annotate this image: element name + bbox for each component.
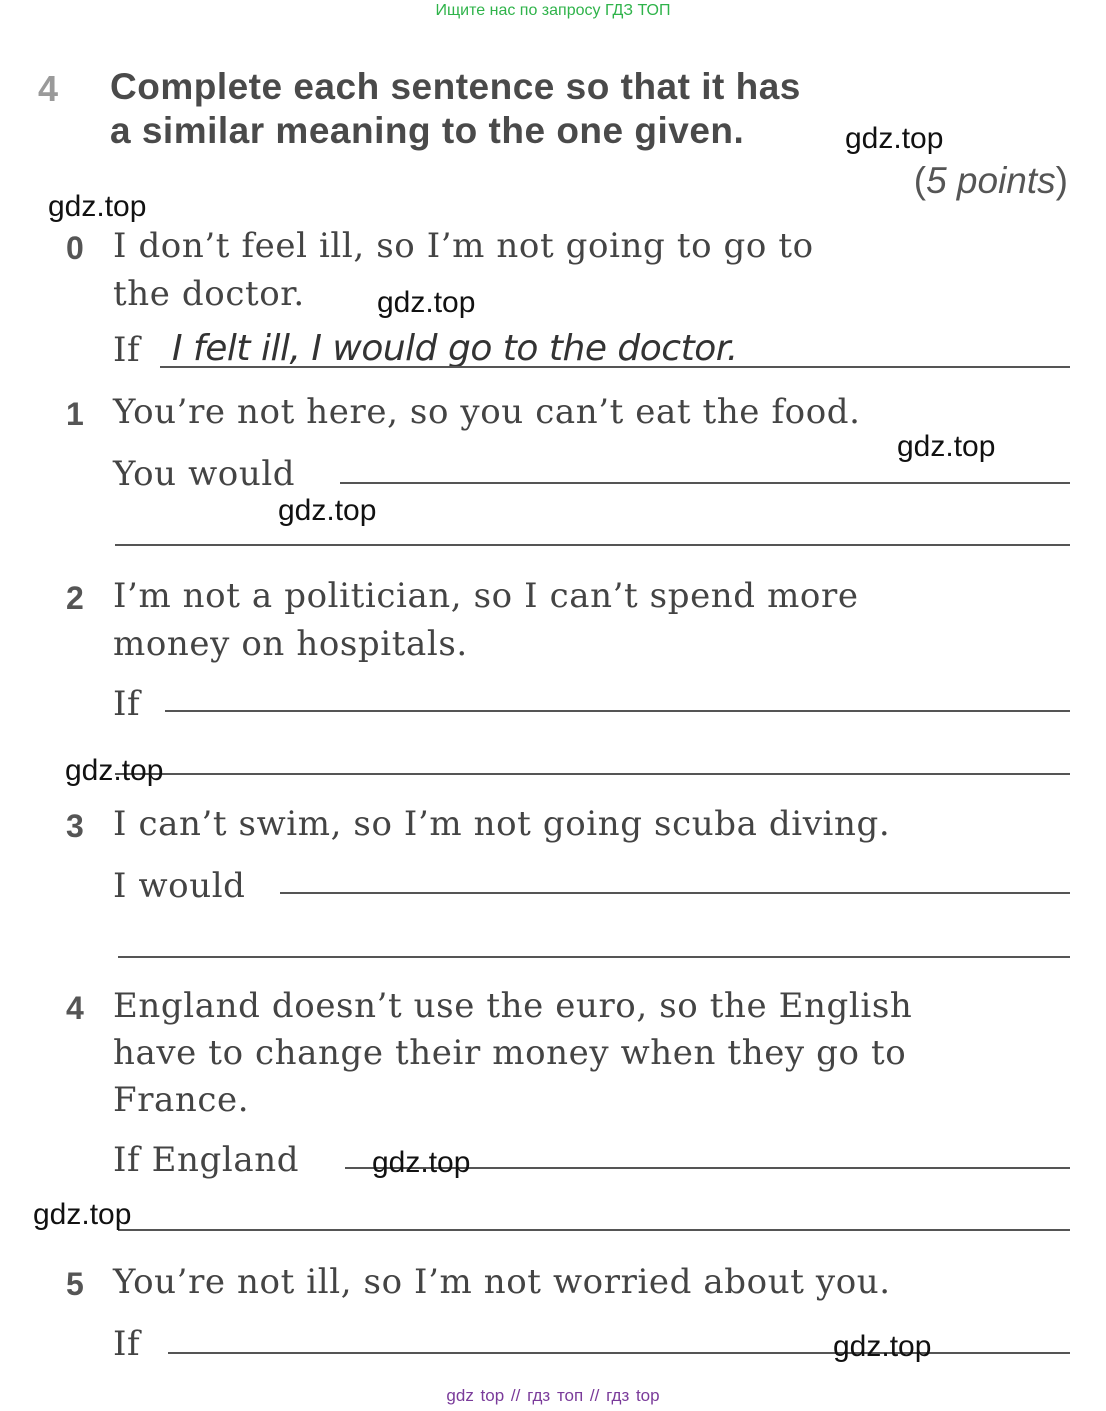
item-number-5: 5: [66, 1266, 84, 1302]
item-number-3: 3: [66, 808, 84, 844]
top-banner: Ищите нас по запросу ГДЗ ТОП: [435, 2, 671, 19]
item-number-0: 0: [66, 230, 84, 266]
item-2-line-1: I’m not a politician, so I can’t spend more: [113, 576, 859, 616]
item-2-prompt: If: [113, 684, 141, 724]
instruction-line-1: Complete each sentence so that it has: [110, 66, 801, 107]
item-number-4: 4: [66, 990, 84, 1026]
watermark: gdz.top: [845, 122, 944, 155]
watermark: gdz.top: [65, 754, 164, 787]
item-3-answer-line-1[interactable]: [280, 892, 1070, 894]
watermark: gdz.top: [48, 190, 147, 223]
item-0-line-1: I don’t feel ill, so I’m not going to go to: [113, 226, 814, 266]
footer-watermark: gdz top // гдз топ // гдз top: [446, 1386, 660, 1405]
item-5-answer-line[interactable]: [168, 1352, 1070, 1354]
item-1-line-1: You’re not here, so you can’t eat the food.: [113, 392, 861, 432]
item-4-line-3: France.: [113, 1080, 250, 1120]
watermark: gdz.top: [372, 1146, 471, 1179]
item-0-line-2: the doctor.: [113, 274, 305, 314]
item-number-1: 1: [66, 396, 84, 432]
item-0-handwritten-answer: I felt ill, I would go to the doctor.: [172, 328, 738, 369]
item-3-answer-line-2[interactable]: [118, 956, 1070, 958]
item-4-prompt: If England: [113, 1140, 300, 1180]
item-number-2: 2: [66, 580, 84, 616]
points-label: (5 points): [913, 160, 1068, 201]
item-4-line-2: have to change their money when they go to: [113, 1033, 907, 1073]
item-0-prompt: If: [113, 330, 141, 370]
watermark: gdz.top: [278, 494, 377, 527]
exercise-number: 4: [38, 68, 59, 109]
item-2-answer-line-1[interactable]: [165, 710, 1070, 712]
item-3-line-1: I can’t swim, so I’m not going scuba diving.: [113, 804, 891, 844]
watermark: gdz.top: [833, 1330, 932, 1363]
watermark: gdz.top: [377, 286, 476, 319]
watermark: gdz.top: [33, 1198, 132, 1231]
item-2-answer-line-2[interactable]: [115, 773, 1070, 775]
item-0-answer-line: [160, 366, 1070, 368]
item-3-prompt: I would: [113, 866, 246, 906]
instruction-line-2: a similar meaning to the one given.: [110, 110, 745, 151]
item-4-answer-line-2[interactable]: [118, 1229, 1070, 1231]
item-1-answer-line-1[interactable]: [340, 482, 1070, 484]
item-5-prompt: If: [113, 1324, 141, 1364]
item-4-line-1: England doesn’t use the euro, so the English: [113, 986, 913, 1026]
item-5-line-1: You’re not ill, so I’m not worried about you.: [113, 1262, 891, 1302]
item-1-answer-line-2[interactable]: [115, 544, 1070, 546]
item-1-prompt: You would: [113, 454, 296, 494]
item-2-line-2: money on hospitals.: [113, 624, 468, 664]
watermark: gdz.top: [897, 430, 996, 463]
